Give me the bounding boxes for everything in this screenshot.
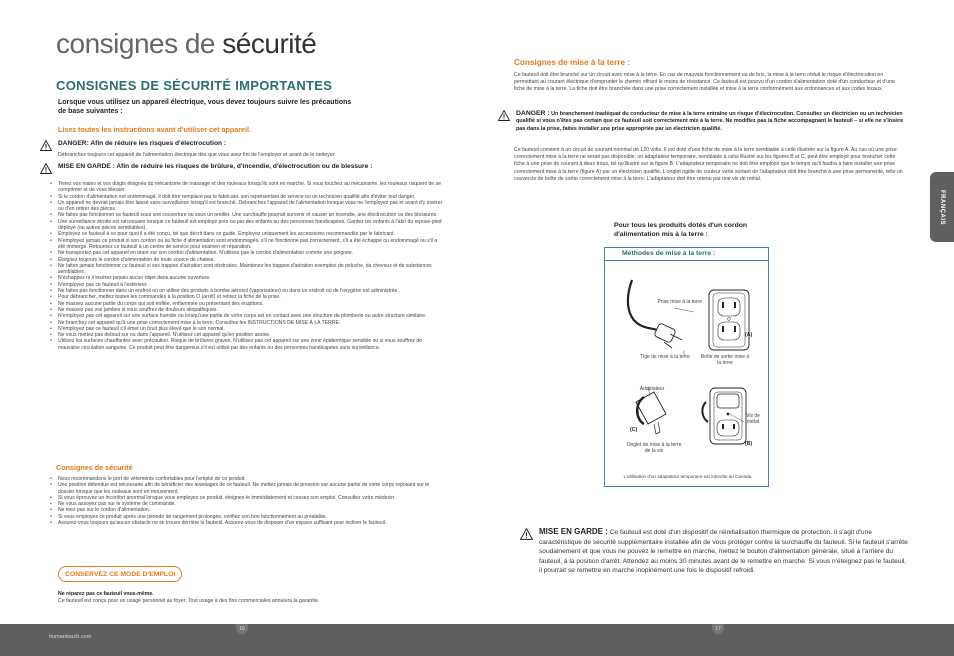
adapter-outlet-icon	[702, 388, 746, 444]
list-item: • Éloignez toujours le cordon d'alimentation de toute source de chaleur.	[48, 257, 443, 263]
label-c: (C)	[630, 427, 638, 433]
list-item: • Assurez-vous toujours qu'aucun obstacle ne se trouve derrière le fauteuil. Assurez-vous de disposer d'un espace suffisant pour incliner le fauteuil.	[48, 520, 443, 526]
note-text: Ce fauteuil est conçu pour un usage personnel au foyer. Tout usage à des fins commerciales annulera la garantie.	[58, 598, 320, 604]
label-onglet: Onglet de mise à la terre de la vis	[626, 442, 682, 455]
list-item: • N'employez pas cet appareil sur une surface humide ou lorsqu'une partie de votre corps est en contact avec une structure de plomberie ou autre structure similaire.	[48, 313, 443, 319]
consignes-bullet-list	[48, 476, 443, 526]
list-item: • Si le cordon d'alimentation est endommagé, il doit être remplacé par le fabricant, son représentant de service ou un technicien qualifié afin d'éviter tout danger.	[48, 194, 443, 200]
figure-header	[604, 247, 769, 261]
page-title	[56, 28, 316, 60]
thermal-mise-en-garde	[520, 527, 910, 576]
label-vis: Vis de métal	[746, 413, 760, 426]
list-item: • Nous recommandons le port de vêtements confortables pour l'emploi de ce produit.	[48, 476, 443, 482]
label-adaptateur: Adaptateur	[639, 386, 665, 392]
label-a: (A)	[745, 332, 753, 338]
list-item: • Ne faites jamais fonctionner ce fauteuil si ses trappes d'aération sont obstruées. Maintenez les trappes d'aération exemptes de peluche, de cheveux et de substances semblables.	[48, 263, 443, 276]
conserve-badge: CONSERVEZ CE MODE D'EMPLOI	[58, 566, 182, 582]
warning-triangle-icon	[498, 110, 510, 121]
list-item: • Ne branchez cet appareil qu'à une prise correctement mise à la terre. Consultez les INSTRUCTIONS DE MISE À LA TERRE.	[48, 320, 443, 326]
figure-heading: Méthodes de mise à la terre :	[622, 250, 716, 257]
danger-text: Un branchement inadéquat du conducteur de mise à la terre entraîne un risque d'électrocution. Consultez un électricien ou un technicien qualifié si vous n'êtes pas certain que ce fauteuil soit correctement mis à la terre. Ne modifiez pas la fiche accompagnant le fauteuil – si elle ne s'insère pas dans la prise, faites installer une prise appropriée par un électricien qualifié.	[516, 111, 904, 132]
mise-en-garde-row	[40, 163, 372, 174]
grounding-paragraph-1: Ce fauteuil doit être branché sur un circuit avec mise à la terre. En cas de mauvais fonctionnement ou de bris, la mise à la terre réduit le risque d'électrocution en permettant au courant électrique d'emprunter le chemin offrant le moins de résistance. Ce fauteuil est pourvu d'un cordon d'alimentation doté d'un conducteur et d'une fiche de mise à la terre. La fiche doit être branchée dans une prise correctement installée et mise à la terre conformément aux ordonnances et aux codes locaux.	[514, 72, 895, 93]
list-item: • Ne massez aucune partie du corps qui soit enflée, enflammée ou présentant des éruptions.	[48, 301, 443, 307]
title-part-1: consignes de	[56, 28, 216, 59]
mise-text: Ce fauteuil est doté d'un dispositif de réinitialisation thermique de protection. Il s'agit d'une caractéristique de sécurité supplémentaire installée afin de vous protéger contre la surchauffe du fauteuil. Si le fauteuil s'arrête soudainement et que vous ne pouvez le remettre en marche, mettez le bouton d'alimentation générale, situé à l'arrière du fauteuil, à la position d'arrêt. Attendez au moins 30 minutes avant de le remettre en marche. Si vous n'éteignez pas le fauteuil, il pourrait se remettre en marche inopinément une fois le dispositif refroidi.	[539, 529, 908, 575]
page-number-left: 16	[236, 624, 248, 634]
language-tab-label: FRANÇAIS	[939, 189, 945, 225]
grounding-danger	[498, 110, 908, 133]
footer-brand: humantouch.com	[49, 634, 92, 640]
list-item: • Une position détendue est nécessaire afin de bénéficier des avantages de ce fauteuil. Ne mettez jamais de pression sur aucune partie de votre corps reposant sur le dossier lorsque que les rouleaux sont en mouvement.	[48, 482, 443, 495]
mise-label: MISE EN GARDE :	[539, 527, 608, 536]
list-item: • Si vous éprouvez un inconfort anormal lorsque vous employez ce produit, éteignez-le immédiatement et cessez son emploi. Consultez votre médecin.	[48, 495, 443, 501]
label-boite: Boîte de sortie mise à la terre	[700, 354, 750, 367]
list-item: • Un appareil ne devrait jamais être laissé sans surveillance lorsqu'il est branché. Débranchez l'appareil de l'alimentation lorsque vous ne l'employez pas et avant d'y insérer ou d'en retirer des pièces.	[48, 200, 443, 213]
footer-bar	[0, 624, 954, 656]
warning-triangle-icon	[40, 140, 52, 151]
intro-orange-text: Lisez toutes les instructions avant d'utiliser cet appareil.	[58, 125, 252, 134]
list-item: • Tenez vos mains et vos doigts éloignés du mécanisme de massage et des rouleaux lorsqu'ils sont en marche. Si vous touchez au mécanisme, les rouleaux risquent de se comprimer et de vous blesser.	[48, 181, 443, 194]
list-item: • Ne tirez pas sur le cordon d'alimentation.	[48, 507, 443, 513]
danger-row	[40, 140, 226, 151]
list-item: • N'employez jamais ce produit si son cordon ou sa fiche d'alimentation sont endommagés, s'il ne fonctionne pas correctement, s'il a été échappé ou endommagé ou s'il a été immergé. Retournez ce fauteuil à un centre de service pour examen et réparation.	[48, 238, 443, 251]
list-item: • Ne vous mettez pas debout sur ou dans l'appareil. N'utilisez cet appareil qu'en position assise.	[48, 332, 443, 338]
danger-title: DANGER: Afin de réduire les risques d'électrocution :	[58, 140, 227, 147]
list-item: • Ne massez pas vos jambes si vous souffrez de douleurs idiopathiques.	[48, 307, 443, 313]
list-item: • Ne faites pas fonctionner ce fauteuil sous une couverture ou sous un oreiller. Une surchauffe pourrait survenir et causer un incendie, une électrocution ou des blessures.	[48, 212, 443, 218]
left-page	[0, 0, 477, 624]
plug-icon	[654, 323, 682, 348]
label-b: (B)	[745, 441, 753, 447]
intro-text: Lorsque vous utilisez un appareil électrique, vous devez toujours suivre les précautions de base suivantes :	[58, 99, 352, 115]
label-prise: Prise mise à la terre	[657, 299, 702, 305]
grounding-paragraph-2: Ce fauteuil convient à un circuit de courant nominal de 120 volts. Il est doté d'une fiche de mise à la terre semblable à celle illustrée sur la figure A. Au cas où une prise correctement mise à la terre ne serait pas disponible, un adaptateur temporaire, semblable à celui illustré sur les figures B et C, peut être employé pour brancher cette fiche à une prise de courant à deux trous, tel qu'illustré sur la figure B. L'adaptateur temporaire ne doit être employé que le temps qu'il faudra à faire installer une prise correctement mise à la terre (figure A) par un électricien qualifié. L'onglet rigide de couleur verte sortant de l'adaptateur doit être branché à une prise permanente, telle un couvercle de boîte de sortie correctement mise à la terre. L'adaptateur doit être retenu par une vis de métal.	[514, 147, 903, 182]
language-tab	[930, 172, 954, 242]
danger-label: DANGER :	[516, 110, 550, 117]
list-item: • Ne vous assoyez pas sur le système de commande.	[48, 501, 443, 507]
power-cord	[628, 280, 662, 332]
label-tige: Tige de mise à la terre	[640, 354, 690, 360]
grounded-outlet-icon	[709, 290, 749, 350]
warning-triangle-icon	[520, 528, 533, 540]
cord-title: Pour tous les produits dotés d'un cordon d'alimentation mis à la terre :	[614, 222, 748, 238]
figure-footer: L'utilisation d'un adaptateur temporaire est interdite au Canada.	[623, 474, 753, 479]
danger-text: Débranchez toujours cet appareil de l'alimentation électrique dès que vous avez fini de l'employer et avant de le nettoyer.	[58, 152, 336, 158]
list-item: • Employez ce fauteuil à ce pour quoi il a été conçu, tel que décrit dans ce guide. Employez uniquement les accessoires recommandés par le fabricant.	[48, 231, 443, 237]
consignes-heading: Consignes de sécurité	[56, 463, 133, 472]
section-heading: CONSIGNES DE SÉCURITÉ IMPORTANTES	[56, 78, 333, 93]
list-item: • Si vous employez ce produit après une période de rangement prolongée, vérifiez son bon fonctionnement au préalable.	[48, 514, 443, 520]
safety-bullet-list	[48, 181, 443, 351]
title-part-2: sécurité	[222, 28, 317, 59]
page-number-right: 17	[712, 624, 724, 634]
list-item: • N'échappez ni n'insérez jamais aucun objet dans aucune ouverture.	[48, 275, 443, 281]
list-item: • Utilisez les surfaces chauffantes avec précaution. Risque de brûlures graves. N'utilisez pas cet appareil sur une zone épidermique sensible ou si vous souffrez de mauvaise circulation sanguine. Ce produit peut être dangereux s'il est utilisé par des enfants ou des personnes handicapées sans surveillance.	[48, 338, 443, 351]
list-item: • N'employez pas ce fauteuil à l'extérieur.	[48, 282, 443, 288]
mise-en-garde-title: MISE EN GARDE : Afin de réduire les risques de brûlure, d'incendie, d'électrocution ou de blessure :	[58, 163, 373, 170]
warning-triangle-icon	[40, 163, 52, 174]
grounding-heading: Consignes de mise à la terre :	[514, 58, 631, 67]
list-item: • Une surveillance étroite est nécessaire lorsque ce fauteuil est employé près ou par des enfants ou des personnes handicapées. Gardez les enfants à l'abri du repose-pied déployé (ou autres pièces semblables).	[48, 219, 443, 232]
note-bold: Ne réparez pas ce fauteuil vous-même.	[58, 591, 154, 597]
list-item: • N'employez pas ce fauteuil s'il émet un bruit plus élevé que le son normal.	[48, 326, 443, 332]
adapter-icon	[636, 392, 666, 434]
list-item: • Pour débrancher, mettez toutes les commandes à la position O (arrêt) et retirez la fiche de la prise.	[48, 294, 443, 300]
list-item: • Ne transportez pas cet appareil en tirant sur son cordon d'alimentation. N'utilisez pas le cordon d'alimentation comme une poignée.	[48, 250, 443, 256]
list-item: • Ne faites pas fonctionner dans un endroit où on utilise des produits à bombe aérosol (vaporisateur) ou dans un endroit où de l'oxygène est administrée.	[48, 288, 443, 294]
